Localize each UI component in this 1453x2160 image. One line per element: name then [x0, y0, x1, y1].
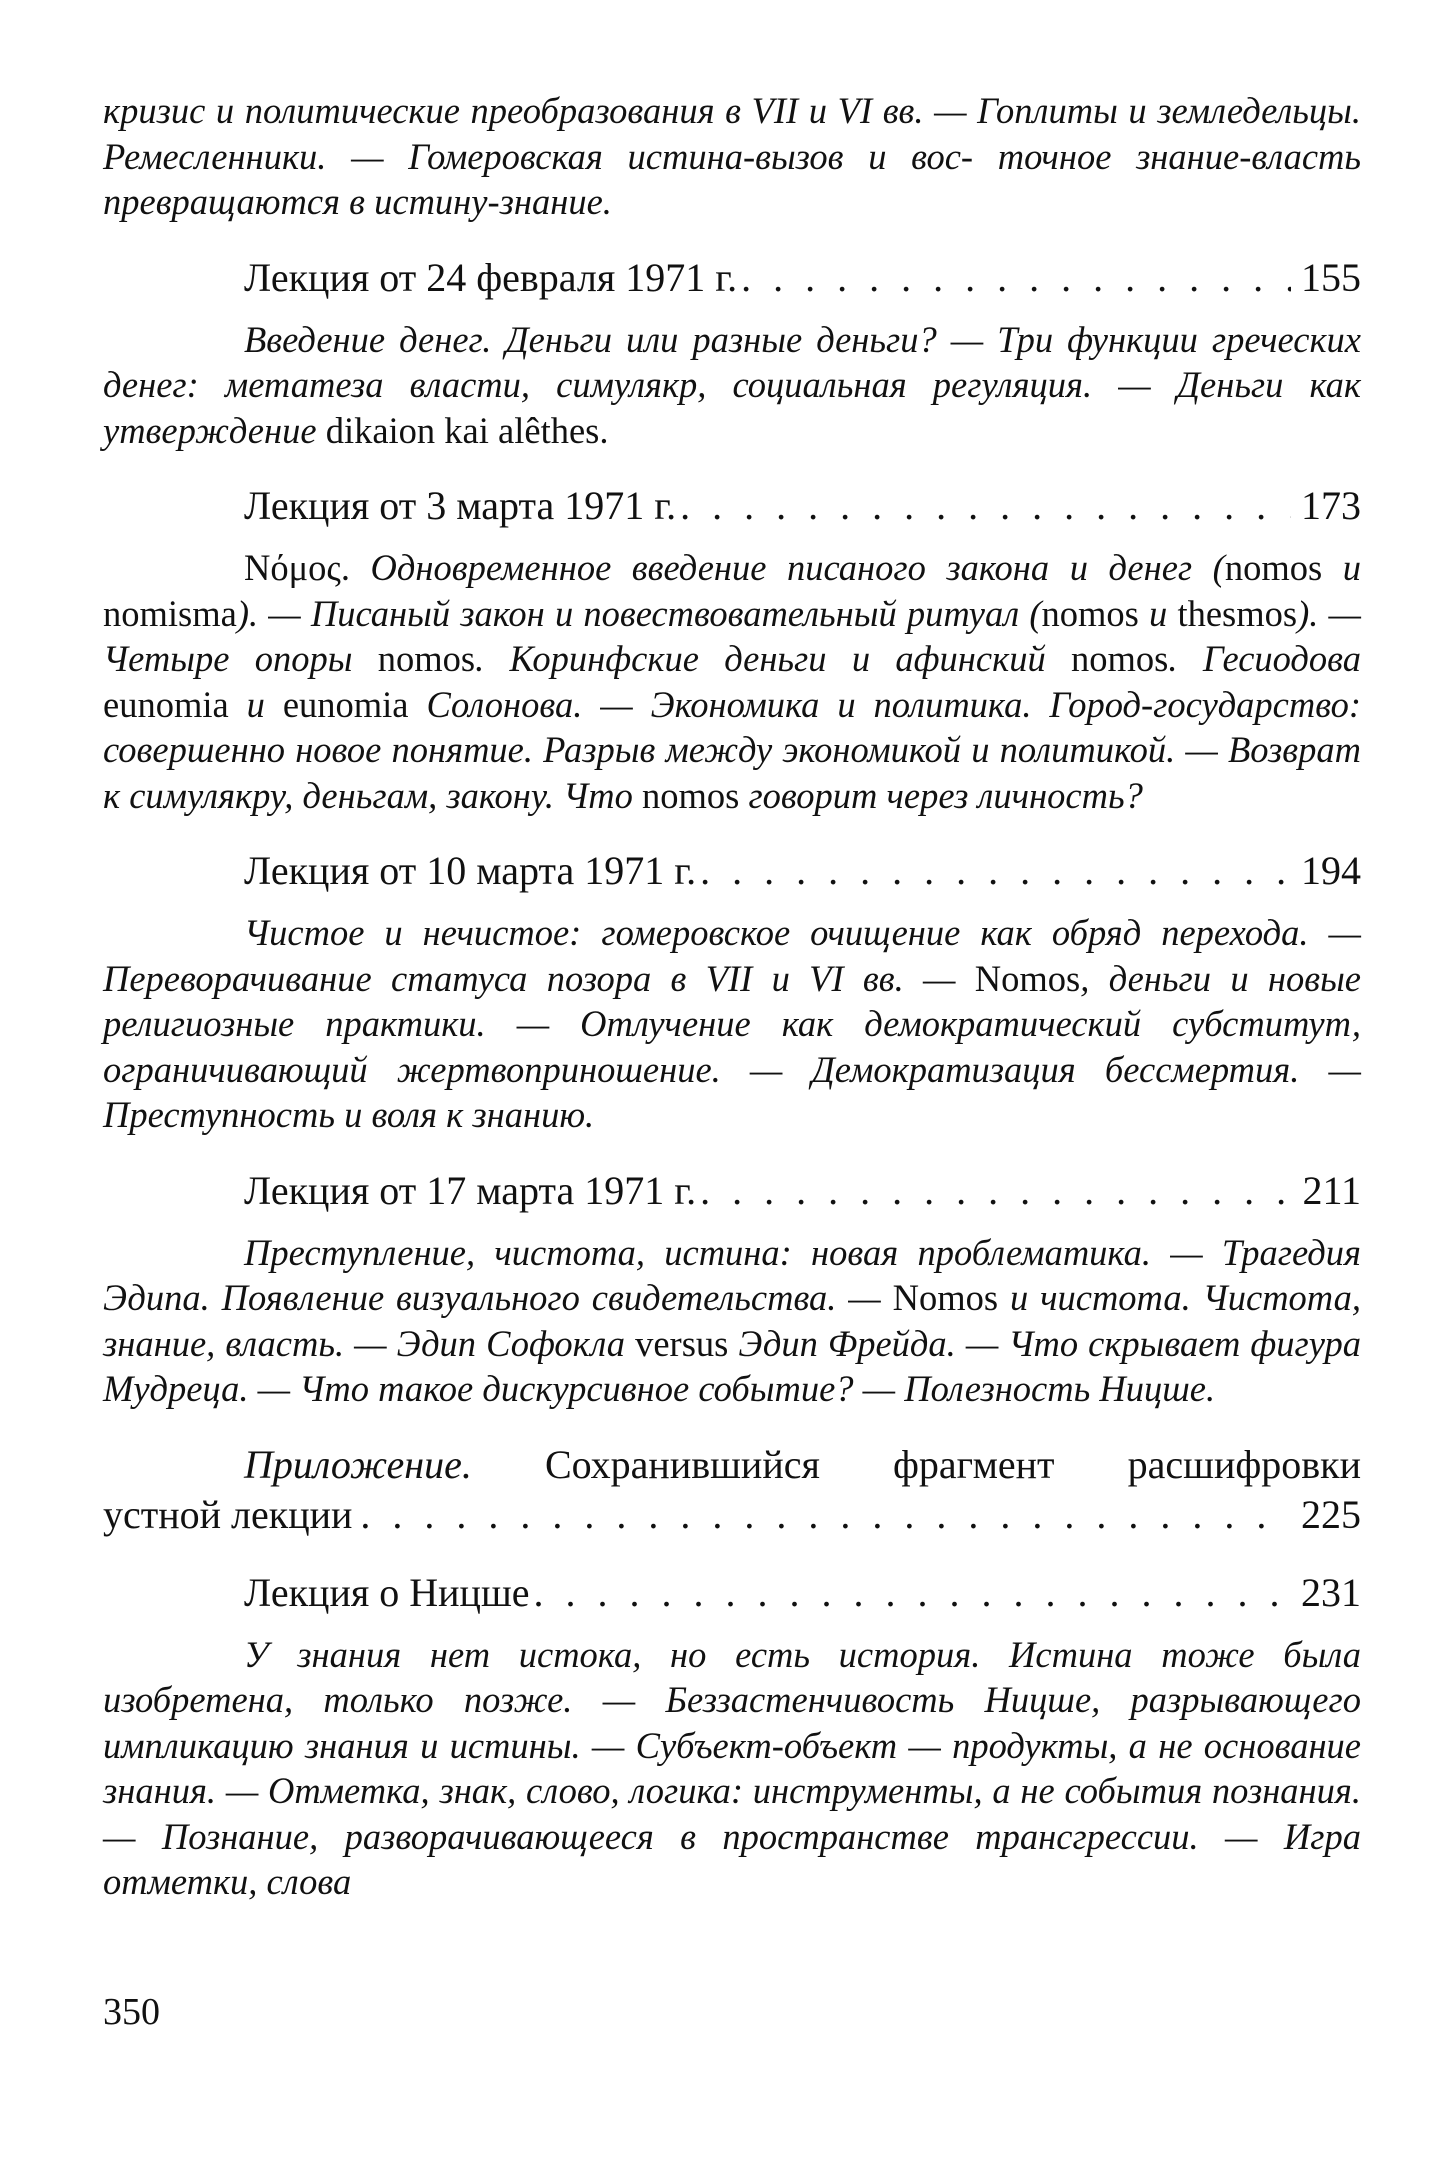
summary-segment: nomos: [1041, 592, 1139, 634]
toc-entry-mar10[interactable]: [103, 846, 1361, 896]
top-summary-line: точное знание-власть превращаются в истину-знание.: [103, 135, 1362, 222]
lecture-title: Лекция от 3 марта 1971 г.: [244, 483, 677, 528]
summary-segment: . Гесиодова: [1168, 638, 1361, 679]
lecture-summary: [103, 1230, 1361, 1412]
leader-dots: [700, 1166, 1292, 1216]
summary-segment: и чистота. Чистота, знание, власть. — Эдип Софокла: [103, 1277, 1361, 1364]
appendix-line: [103, 1440, 1361, 1490]
toc-entry-nietzsche[interactable]: [103, 1568, 1361, 1618]
summary-segment: и: [1138, 592, 1178, 634]
summary-segment: nomos: [377, 638, 476, 679]
summary-segment: Nomos: [892, 1277, 999, 1318]
toc-page: [103, 88, 1361, 1905]
summary-segment: ). — Писаный закон и повествовательный ритуал (: [236, 592, 1042, 634]
top-summary-line: кризис и политические преобразования в VII и VI вв. — Гоплиты и: [103, 90, 1147, 131]
lecture-summary: [103, 910, 1361, 1138]
summary-segment: versus: [635, 1322, 729, 1364]
leader-dots: [534, 1568, 1291, 1618]
summary-segment: nomos: [641, 774, 740, 816]
lecture-title: Лекция от 17 марта 1971 г.: [244, 1167, 697, 1213]
summary-segment: thesmos: [1177, 592, 1298, 634]
summary-segment: . Коринфские деньги и афинский: [475, 638, 1072, 679]
summary-segment: eunomia: [282, 683, 409, 725]
summary-segment: Эдип Фрейда. — Что скрывает фигура Мудреца. — Что такое дискурсивное событие? — Полезность Ницше.: [103, 1322, 1361, 1409]
page-ref: 155: [1301, 254, 1361, 300]
appendix-line: [103, 1490, 1361, 1540]
summary-segment: Одновременное введение писаного закона и денег (: [370, 547, 1225, 588]
leader-dots: [700, 846, 1291, 896]
toc-entry-appendix[interactable]: [103, 1440, 1361, 1540]
lecture-summary: [103, 317, 1361, 454]
summary-segment: Чистое и нечистое: гомеровское очищение как обряд перехода. — Переворачивание статуса позора в VII и VI вв. —: [103, 912, 1361, 999]
leader-dots: [360, 1490, 1291, 1540]
summary-segment: Nόμος.: [244, 547, 371, 588]
lecture-title: Лекция от 24 февраля 1971 г.: [244, 254, 738, 300]
summary-segment: Солонова. — Экономика и политика. Город-государство: совершенно новое понятие. Разрыв между экономикой и политикой. — Возврат к симулякру, деньгам, закону. Что: [103, 683, 1361, 816]
summary-segment: nomos: [1224, 547, 1323, 588]
page-ref: 211: [1302, 1167, 1361, 1213]
appendix-text: Сохранившийся фрагмент расшифровки: [544, 1441, 1361, 1487]
page-ref: 173: [1301, 483, 1361, 528]
toc-entry-feb24[interactable]: [103, 253, 1361, 303]
summary-segment: Введение денег. Деньги или разные деньги? — Три функции греческих денег: метатеза власти, симулякр, социальная регуляция. — Деньги как утверждение: [103, 318, 1361, 451]
toc-entry-mar17[interactable]: [103, 1166, 1361, 1216]
top-summary: [103, 88, 1361, 225]
leader-dots: [741, 253, 1291, 303]
lecture-title: Лекция от 10 марта 1971 г.: [244, 848, 697, 893]
summary-segment: Nomos: [974, 957, 1081, 999]
summary-segment: Преступление, чистота, истина: новая проблематика. — Трагедия Эдипа. Появление визуального свидетельства. —: [103, 1231, 1361, 1318]
summary-segment: и: [1322, 547, 1361, 588]
leader-dots: [680, 481, 1291, 531]
summary-segment: nomos: [1071, 638, 1169, 679]
appendix-text: устной лекции: [103, 1491, 353, 1537]
page-ref: 194: [1301, 848, 1361, 893]
summary-segment: eunomia: [103, 683, 229, 725]
lecture-summary: У знания нет истока, но есть история. Истина тоже была изобретена, только позже. — Беззастенчивость Ницше, разрывающего импликацию знания и истины. — Субъект-объект — продукты, а не основание знания. — Отметка, знак, слово, логика: инструменты, а не события познания. — Познание, разворачивающееся в пространстве трансгрессии. — Игра отметки, слова: [103, 1633, 1361, 1902]
appendix-label: Приложение.: [244, 1441, 472, 1487]
summary-segment: , деньги и новые религиозные практики. — Отлучение как демократический субститут, ограничивающий жертвоприношение. — Демократизация бессмертия. — Преступность и воля к знанию.: [103, 957, 1361, 1135]
lecture-summary: [103, 545, 1361, 818]
toc-entry-mar3[interactable]: [103, 481, 1361, 531]
summary-segment: nomisma: [103, 592, 237, 634]
summary-segment: говорит через личность?: [739, 774, 1143, 816]
summary-segment: dikaion kai alêthes.: [325, 409, 609, 451]
summary-segment: и: [228, 683, 283, 725]
page-ref: 225: [1301, 1491, 1361, 1537]
lecture-title: Лекция о Ницше: [244, 1569, 530, 1615]
page-number: 350: [103, 1991, 160, 2033]
top-summary-line: земледельцы. Ремесленники. — Гомеровская истина-вызов и вос-: [103, 90, 1362, 177]
summary-segment: ). — Четыре опоры: [103, 592, 1362, 679]
page-ref: 231: [1301, 1569, 1361, 1615]
